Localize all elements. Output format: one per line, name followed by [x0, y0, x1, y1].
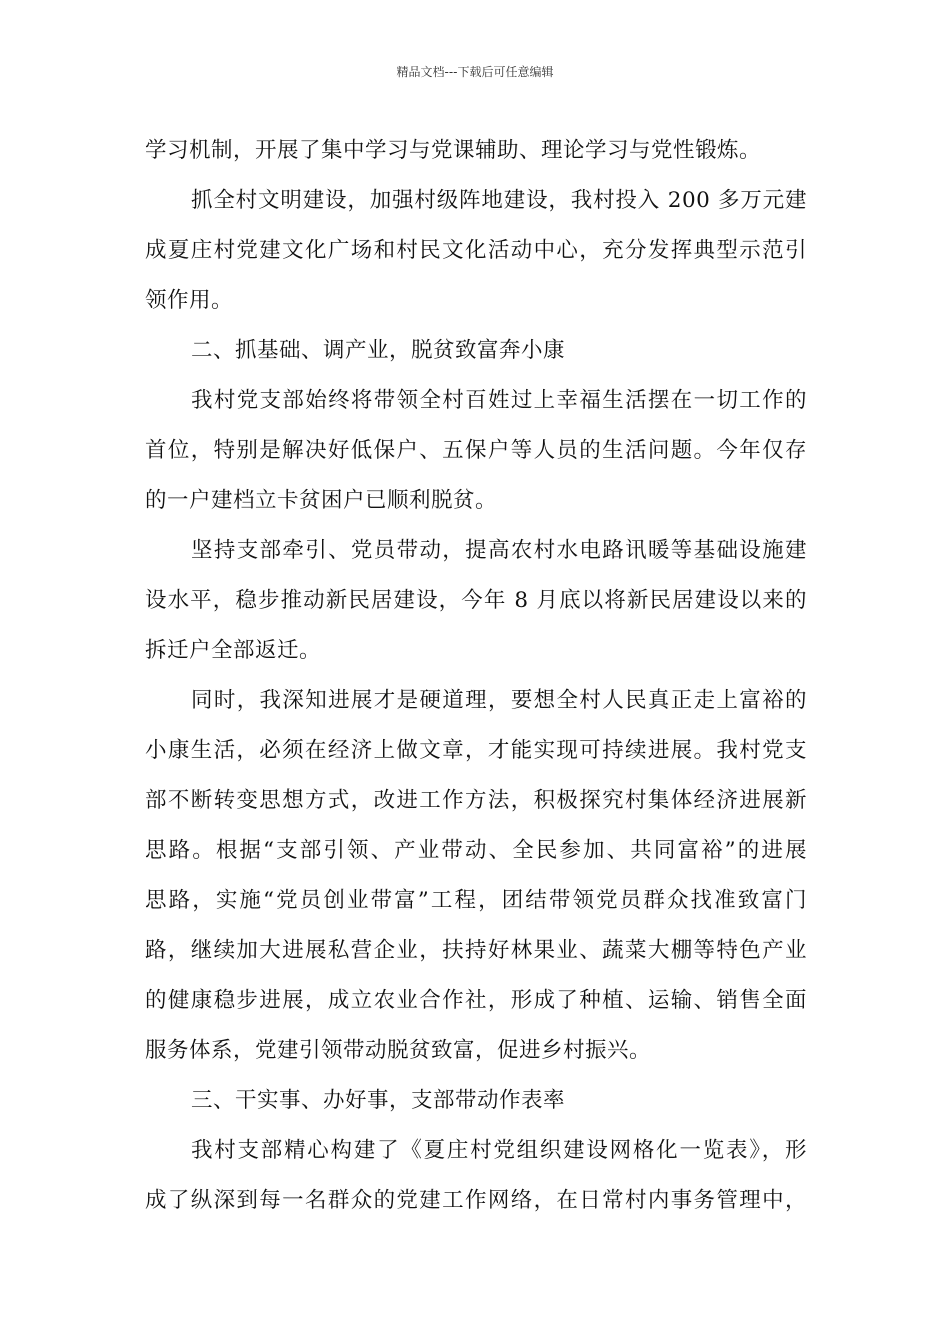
text-line: 成夏庄村党建文化广场和村民文化活动中心，充分发挥典型示范引: [145, 238, 807, 263]
section-heading: 三、干实事、办好事，支部带动作表率: [191, 1088, 566, 1113]
page-header: 精品文档---下载后可任意编辑: [396, 65, 554, 79]
text-line: 拆迁户全部返迁。: [145, 638, 322, 663]
text-line: 抓全村文明建设，加强村级阵地建设，我村投入 200 多万元建: [191, 188, 807, 213]
text-line: 部不断转变思想方式，改进工作方法，积极探究村集体经济进展新: [145, 788, 807, 813]
text-line: 学习机制，开展了集中学习与党课辅助、理论学习与党性锻炼。: [145, 138, 762, 163]
text-line: 同时，我深知进展才是硬道理，要想全村人民真正走上富裕的: [191, 688, 807, 713]
text-line: 的健康稳步进展，成立农业合作社，形成了种植、运输、销售全面: [145, 988, 807, 1013]
document-body: [145, 126, 807, 1226]
text-line: 的一户建档立卡贫困户已顺利脱贫。: [145, 488, 498, 513]
text-line: 坚持支部牵引、党员带动，提高农村水电路讯暖等基础设施建: [191, 538, 807, 563]
text-line: 小康生活，必须在经济上做文章，才能实现可持续进展。我村党支: [145, 738, 807, 763]
text-line: 成了纵深到每一名群众的党建工作网络，在日常村内事务管理中，: [145, 1188, 807, 1213]
text-line: 首位，特别是解决好低保户、五保户等人员的生活问题。今年仅存: [145, 438, 807, 463]
text-line: 领作用。: [145, 288, 234, 313]
text-line: 路，继续加大进展私营企业，扶持好林果业、蔬菜大棚等特色产业: [145, 938, 807, 963]
text-line: 我村党支部始终将带领全村百姓过上幸福生活摆在一切工作的: [191, 388, 807, 413]
text-line: 思路，实施“党员创业带富”工程，团结带领党员群众找准致富门: [145, 888, 807, 913]
text-line: 设水平，稳步推动新民居建设，今年 8 月底以将新民居建设以来的: [145, 588, 807, 613]
text-line: 我村支部精心构建了《夏庄村党组织建设网格化一览表》，形: [191, 1138, 807, 1163]
section-heading: 二、抓基础、调产业，脱贫致富奔小康: [191, 338, 566, 363]
text-line: 服务体系，党建引领带动脱贫致富，促进乡村振兴。: [145, 1038, 652, 1063]
text-line: 思路。根据“支部引领、产业带动、全民参加、共同富裕”的进展: [145, 838, 807, 863]
